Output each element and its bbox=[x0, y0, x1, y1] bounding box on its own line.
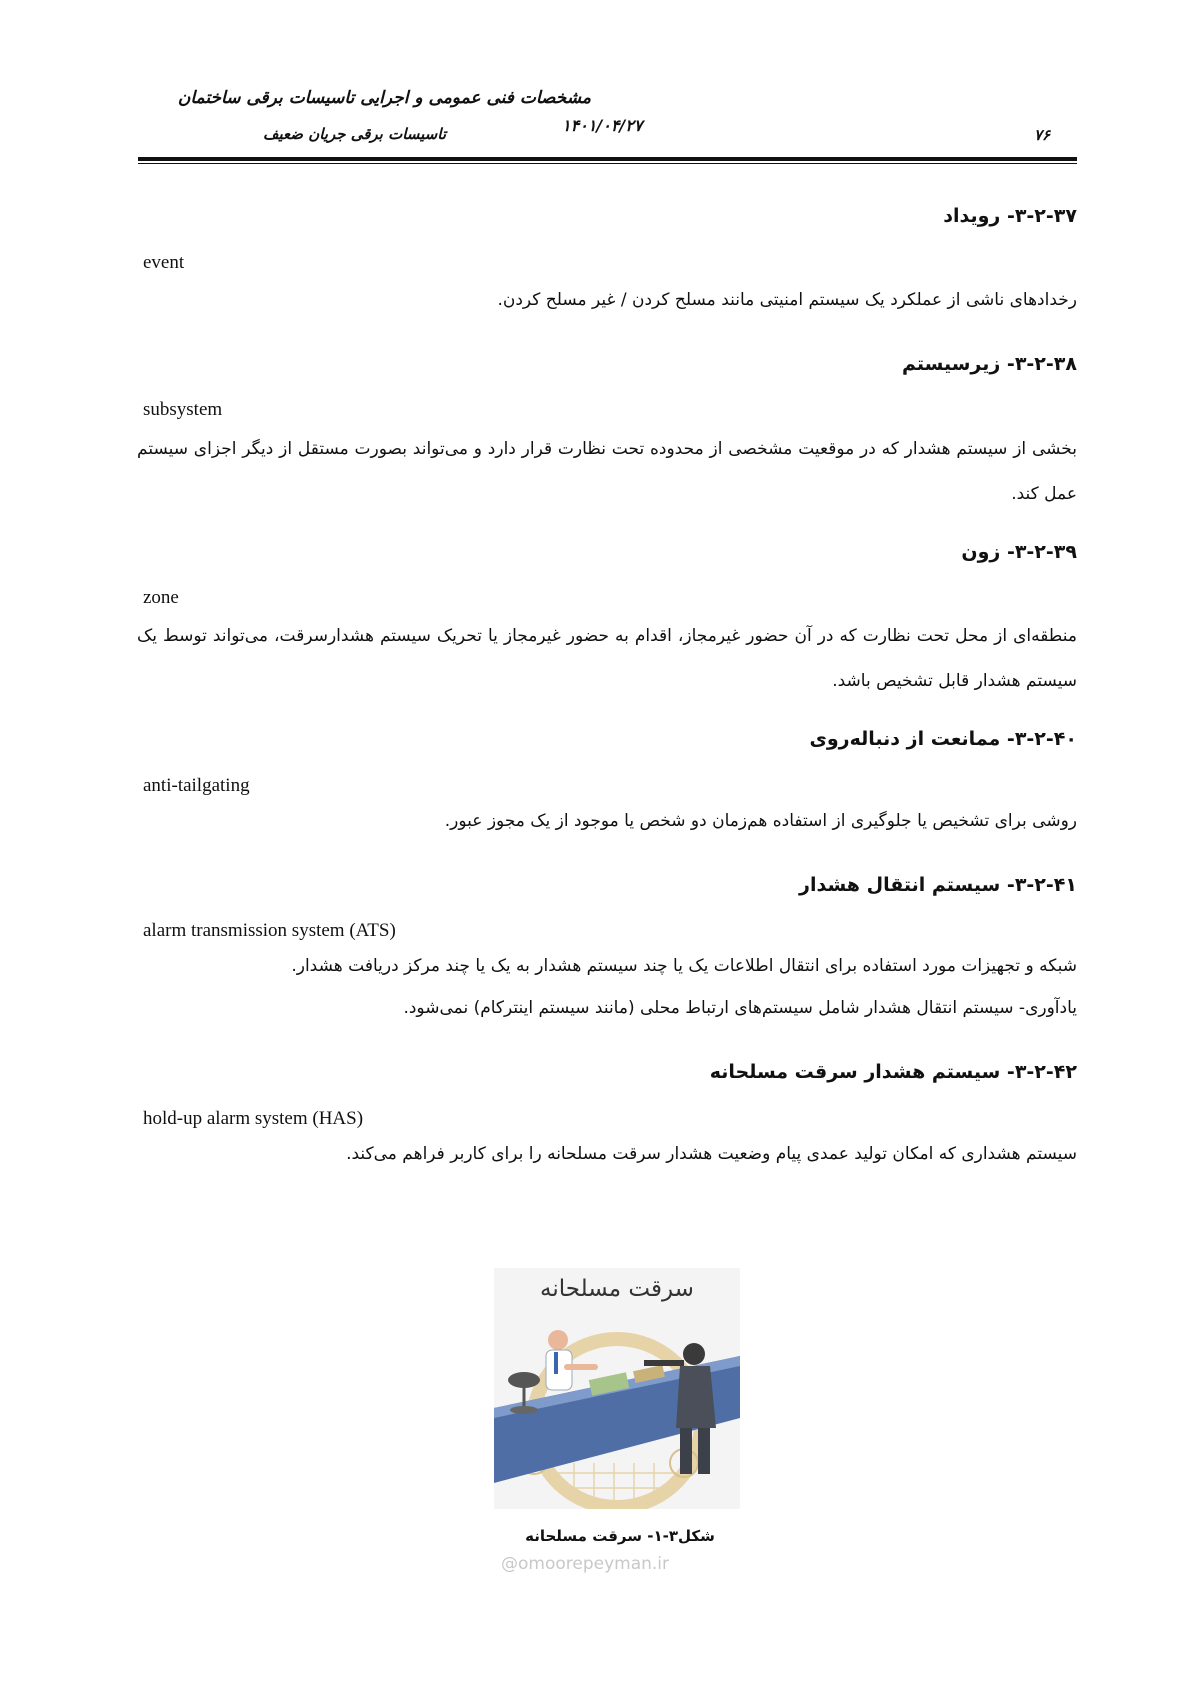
section-text-40: روشی برای تشخیص یا جلوگیری از استفاده هم‌زمان دو شخص یا موجود از یک مجوز عبور. bbox=[444, 811, 1077, 831]
section-term-39: zone bbox=[143, 587, 179, 608]
header-rule-thick bbox=[138, 157, 1077, 161]
header-title: مشخصات فنی عمومی و اجرایی تاسیسات برقی ساختمان bbox=[177, 88, 591, 108]
section-term-38: subsystem bbox=[143, 399, 223, 420]
section-text-42: سیستم هشداری که امکان تولید عمدی پیام وضعیت هشدار سرقت مسلحانه را برای کاربر فراهم می‌کند. bbox=[346, 1144, 1077, 1164]
header-subtitle: تاسیسات برقی جریان ضعیف bbox=[262, 125, 446, 143]
section-term-40: anti-tailgating bbox=[143, 775, 250, 796]
section-heading-41: ۳-۲-۴۱- سیستم انتقال هشدار bbox=[799, 874, 1077, 896]
section-note-41: یادآوری- سیستم انتقال هشدار شامل سیستم‌های ارتباط محلی (مانند سیستم اینترکام) نمی‌شود. bbox=[403, 998, 1077, 1018]
chair-icon bbox=[508, 1372, 540, 1388]
watermark-text: @omoorepeyman.ir bbox=[501, 1554, 670, 1574]
robber-icon bbox=[683, 1343, 705, 1365]
figure-illustration bbox=[494, 1268, 740, 1509]
section-heading-37: ۳-۲-۳۷- رویداد bbox=[943, 205, 1077, 227]
section-heading-40: ۳-۲-۴۰- ممانعت از دنباله‌روی bbox=[809, 728, 1077, 750]
section-heading-39: ۳-۲-۳۹- زون bbox=[961, 541, 1077, 563]
section-term-37: event bbox=[143, 252, 185, 273]
page-number: ۷۶ bbox=[1034, 126, 1051, 144]
section-text-37: رخدادهای ناشی از عملکرد یک سیستم امنیتی مانند مسلح کردن / غیر مسلح کردن. bbox=[497, 290, 1077, 310]
section-term-41: alarm transmission system (ATS) bbox=[143, 920, 396, 941]
section-text-38: بخشی از سیستم هشدار که در موقعیت مشخصی از محدوده تحت نظارت قرار دارد و می‌تواند بصورت مستقل از دیگر اجزای سیستم عمل کند. bbox=[137, 439, 1077, 504]
figure-armed-robbery bbox=[494, 1268, 740, 1509]
figure-caption: شکل۳-۱- سرقت مسلحانه bbox=[525, 1527, 715, 1545]
figure-image-title: سرقت مسلحانه bbox=[540, 1276, 694, 1302]
section-text-41: شبکه و تجهیزات مورد استفاده برای انتقال اطلاعات یک یا چند سیستم هشدار به یک یا چند مرکز دریافت هشدار. bbox=[291, 956, 1077, 976]
section-heading-38: ۳-۲-۳۸- زیرسیستم bbox=[902, 353, 1077, 375]
section-text-39: منطقه‌ای از محل تحت نظارت که در آن حضور غیرمجاز، اقدام به حضور غیرمجاز یا تحریک سیستم هشدارسرقت، می‌تواند توسط یک سیستم هشدار قابل تشخیص باشد. bbox=[137, 626, 1077, 691]
header-rule-thin bbox=[138, 163, 1077, 164]
teller-icon bbox=[548, 1330, 568, 1350]
header-date: ۱۴۰۱/۰۴/۲۷ bbox=[562, 116, 643, 135]
gun-icon bbox=[644, 1360, 684, 1366]
section-heading-42: ۳-۲-۴۲- سیستم هشدار سرقت مسلحانه bbox=[709, 1061, 1077, 1083]
section-term-42: hold-up alarm system (HAS) bbox=[143, 1108, 364, 1129]
